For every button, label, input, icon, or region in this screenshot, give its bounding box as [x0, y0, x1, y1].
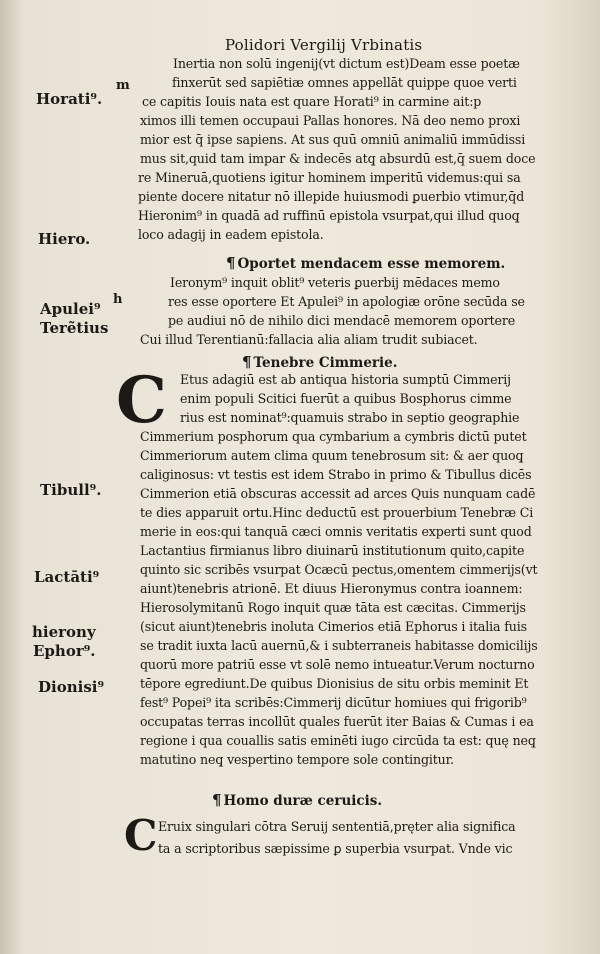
margin-note-ephorus: Ephor⁹. [33, 642, 96, 660]
heading-oportet [226, 254, 505, 272]
text-line: ximos illi temen occupaui Pallas honores. Nā deo nemo proxi [140, 113, 521, 128]
drop-capital-c-2: C [124, 811, 158, 860]
margin-note-dionisius: Dionisi⁹ [38, 678, 105, 696]
margin-note-hieronymus-2: hierony [32, 623, 96, 641]
gutter-mark-m: m [116, 78, 130, 93]
margin-note-tibullus: Tibull⁹. [40, 481, 102, 499]
running-header: Polidori Vergilij Vrbinatis [225, 36, 423, 54]
margin-note-terentius: Terẽtius [40, 319, 109, 337]
text-line: fest⁹ Popei⁹ ita scribēs:Cimmerij dicūtur homiues qui frigorib⁹ [140, 695, 527, 710]
text-line: aiunt)tenebris atrionē. Et diuus Hieronymus contra ioannem: [140, 581, 523, 596]
text-line: (sicut aiunt)tenebris inoluta Cimerios etiā Ephorus i italia fuis [140, 619, 527, 634]
margin-note-hieronymus: Hiero. [38, 230, 91, 248]
text-line: loco adagij in eadem epistola. [138, 227, 324, 242]
text-line: ta a scriptoribus sæpissime ꝑ superbia vsurpat. Vnde vic [158, 841, 513, 856]
pilcrow-icon: ¶ [226, 254, 236, 272]
margin-note-lactantius: Lactāti⁹ [34, 568, 100, 586]
text-line: Ieronym⁹ inquit oblit⁹ veteris ꝑuerbij mēdaces memo [170, 275, 500, 290]
text-line: Inertia non solū ingenij(vt dictum est)Deam esse poetæ [173, 56, 520, 71]
margin-note-apuleius: Apulei⁹ [40, 300, 101, 318]
text-line: Lactantius firmianus libro diuinarū institutionum quito,capite [140, 543, 525, 558]
text-line: quorū more patriū esse vt solē nemo intueatur.Verum nocturno [140, 657, 535, 672]
text-line: piente docere nitatur nō illepide huiusmodi ꝑuerbio vtimur,q̄d [138, 189, 525, 204]
text-line: finxerūt sed sapiētiæ omnes appellāt quippe quoe verti [172, 75, 517, 90]
heading-text: Homo duræ ceruicis. [223, 793, 383, 809]
text-line: Etus adagiū est ab antiqua historia sumptū Cimmerij [180, 372, 511, 387]
heading-tenebre [242, 353, 397, 371]
text-line: Hierosolymitanū Rogo inquit quæ tāta est cæcitas. Cimmerijs [140, 600, 526, 615]
text-line: tēpore egrediunt.De quibus Dionisius de situ orbis meminit Et [140, 676, 529, 691]
heading-homo [212, 791, 382, 809]
text-line: matutino neq̧ vespertino tempore sole contingitur. [140, 752, 454, 767]
text-line: Cui illud Terentianū:fallacia alia aliam trudit subiacet. [140, 332, 478, 347]
text-line: te dies apparuit ortu.Hinc deductū est prouerbium Tenebræ Ci [140, 505, 534, 520]
text-line: re Mineruā,quotiens igitur hominem imperitū videmus:qui sa [138, 170, 521, 185]
text-line: pe audiui nō de nihilo dici mendacē memorem oportere [168, 313, 516, 328]
heading-text: Oportet mendacem esse memorem. [237, 256, 506, 272]
text-line: caliginosus: vt testis est idem Strabo in primo & Tibullus dicēs [140, 467, 532, 482]
text-line: rius est nominat⁹:quamuis strabo in septio geographie [180, 410, 520, 425]
text-line: Cimmerium posphorum qua cymbarium a cymbris dictū putet [140, 429, 527, 444]
text-line: Cimmerion etiā obscuras accessit ad arces Quis nunquam cadē [140, 486, 536, 501]
text-line: se tradit iuxta lacū auernū,& i subterraneis habitasse domicilijs [140, 638, 538, 653]
text-line: res esse oportere Et Apulei⁹ in apologiæ orōne secūda se [168, 294, 525, 309]
gutter-mark-h: h [113, 292, 123, 307]
text-line: occupatas terras incollūt quales fuerūt iter Baias & Cumas i ea [140, 714, 534, 729]
text-line: Eruix singulari cōtra Seruij sententiā,pręter alia significa [158, 819, 516, 834]
margin-note-horatius: Horati⁹. [36, 90, 103, 108]
text-line: Hieronim⁹ in quadā ad ruffinū epistola vsurpat,qui illud quoq̧ [138, 208, 520, 223]
text-line: merie in eos:qui tanquā cæci omnis veritatis experti sunt quod [140, 524, 532, 539]
text-line: Cimmeriorum autem clima quum tenebrosum sit: & aer quoq̧ [140, 448, 524, 463]
text-line: enim populi Scitici fuerūt a quibus Bosphorus cimme [180, 391, 512, 406]
drop-capital-c: C [116, 363, 167, 438]
pilcrow-icon: ¶ [212, 791, 222, 809]
text-line: quinto sic scribēs vsurpat Ocæcū pectus,omentem cimmerijs(vt [140, 562, 538, 577]
heading-text: Tenebre Cimmerie. [253, 355, 398, 371]
text-line: mior est q̄ ipse sapiens. At sus quū omniū animaliū immūdissi [140, 132, 526, 147]
pilcrow-icon: ¶ [242, 353, 252, 371]
text-line: mus sit,quid tam impar & indecēs atq̧ absurdū est,q̄ suem doce [140, 151, 536, 166]
text-line: regione i qua couallis satis eminēti iugo circūda ta est: quę neq̧ [140, 733, 536, 748]
text-line: ce capitis Iouis nata est quare Horati⁹ in carmine ait:p [142, 94, 482, 109]
